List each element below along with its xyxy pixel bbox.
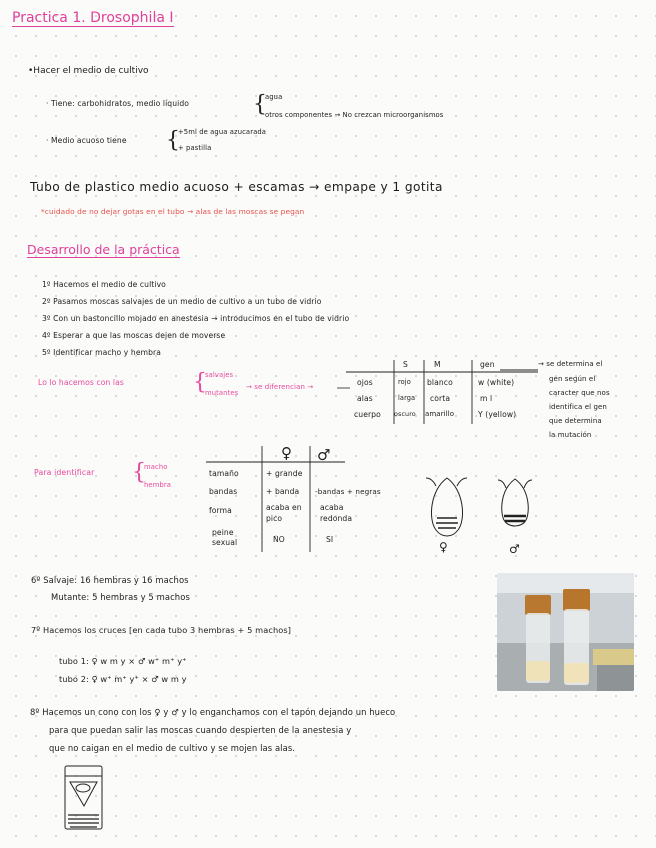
gen-note-5: que determina bbox=[549, 417, 602, 425]
lo-hacemos-opt-1: salvajes bbox=[205, 371, 234, 379]
step-7-tubo-1: tubo 1: ♀ w m y × ♂ w⁺ m⁺ y⁺ bbox=[59, 656, 187, 666]
acuoso-opt-2: + pastilla bbox=[178, 144, 212, 152]
identificar-opt-1: macho bbox=[144, 463, 168, 471]
trait-cell: m l bbox=[480, 394, 493, 403]
step-1: 1º Hacemos el medio de cultivo bbox=[42, 280, 166, 289]
tiene-label: · Tiene: carbohidratos, medio líquido bbox=[46, 99, 190, 108]
step-5: 5º Identificar macho y hembra bbox=[42, 348, 161, 357]
trait-row-alas: alas bbox=[357, 394, 373, 403]
trait-row-cuerpo: cuerpo bbox=[354, 410, 381, 419]
identificar-label: Para identificar bbox=[34, 468, 95, 477]
lo-hacemos-result: → se diferencian → bbox=[246, 383, 314, 391]
trait-cell: corta bbox=[430, 394, 451, 403]
gen-note-4: identifica el gen bbox=[549, 403, 607, 411]
section-title: Desarrollo de la práctica bbox=[27, 242, 180, 257]
tiene-opt-2: otros componentes → No crezcan microorganismos bbox=[265, 111, 444, 119]
acuoso-brace: { bbox=[166, 128, 180, 153]
acuoso-opt-1: +5ml de agua azucarada bbox=[178, 128, 267, 136]
step-7-tubo-2: tubo 2: ♀ w⁺ m⁺ y⁺ × ♂ w m y bbox=[59, 674, 187, 684]
tiene-opt-1: agua bbox=[265, 93, 283, 101]
fly-male-drawing bbox=[498, 479, 532, 526]
step-6: 6º Salvaje: 16 hembras y 16 machos bbox=[31, 575, 189, 585]
step-8-line-1: 8º Hacemos un cono con los ♀ y ♂ y lo enganchamos con el tapón dejando un hueco bbox=[30, 707, 396, 717]
trait-cell: oscuro bbox=[394, 410, 416, 418]
trait-cell: Y (yellow) bbox=[478, 410, 517, 419]
sex-cell-male-forma: acaba redonda bbox=[320, 503, 353, 523]
step-6-line-2: Mutante: 5 hembras y 5 machos bbox=[51, 592, 190, 602]
sex-row-bandas: bandas bbox=[209, 487, 238, 496]
tiene-brace: { bbox=[253, 92, 267, 117]
gen-note-1: → se determina el bbox=[538, 360, 603, 368]
sex-cell: SI bbox=[326, 535, 334, 544]
sex-row-tamano: tamaño bbox=[209, 469, 239, 478]
gen-note-6: la mutación bbox=[549, 431, 592, 439]
fly-female-symbol: ♀ bbox=[439, 540, 448, 554]
sex-cell-female-forma: acaba en pico bbox=[266, 503, 302, 523]
trait-cell: amarillo bbox=[425, 410, 455, 418]
sex-row-peine: peine sexual bbox=[212, 528, 238, 547]
trait-cell: larga bbox=[398, 394, 416, 402]
sex-table-grid bbox=[206, 446, 345, 552]
step-7: 7º Hacemos los cruces [en cada tubo 3 hembras + 5 machos] bbox=[31, 625, 292, 635]
trait-row-ojos: ojos bbox=[357, 378, 373, 387]
step-4: 4º Esperar a que las moscas dejen de moverse bbox=[42, 331, 226, 340]
tube-line: Tubo de plastico medio acuoso + escamas → empape y 1 gotita bbox=[30, 180, 443, 194]
trait-header-gen: gen bbox=[480, 360, 495, 369]
trait-cell: rojo bbox=[398, 378, 411, 386]
gen-note-3: caracter que nos bbox=[549, 389, 610, 397]
trait-header-s: S bbox=[403, 360, 408, 369]
trait-table-grid bbox=[346, 360, 538, 424]
lo-hacemos-label: Lo lo hacemos con las bbox=[38, 378, 124, 387]
cone-vial-sketch bbox=[65, 766, 102, 829]
sex-row-forma: forma bbox=[209, 506, 232, 515]
sex-header-female: ♀ bbox=[281, 444, 292, 462]
intro-bullet: •Hacer el medio de cultivo bbox=[28, 66, 149, 76]
gen-note-2: gen según el bbox=[549, 375, 596, 383]
step-8-line-3: que no caigan en el medio de cultivo y se mojen las alas. bbox=[49, 743, 296, 753]
identificar-opt-2: hembra bbox=[144, 481, 171, 489]
step-8-line-2: para que puedan salir las moscas cuando despierten de la anestesia y bbox=[49, 725, 352, 735]
acuoso-label: · Medio acuoso tiene bbox=[46, 136, 127, 145]
step-2: 2º Pasamos moscas salvajes de un medio de cultivo a un tubo de vidrio bbox=[42, 297, 322, 306]
identificar-brace: { bbox=[132, 460, 146, 485]
sex-cell: NO bbox=[273, 535, 285, 544]
sex-header-male: ♂ bbox=[317, 446, 331, 464]
warning-note: *cuidado de no dejar gotas en el tubo → alas de las moscas se pegan bbox=[41, 207, 305, 216]
sex-cell: -bandas + negras bbox=[315, 487, 381, 496]
step-3: 3º Con un bastoncillo mojado en anestesia → introducimos en el tubo de vidrio bbox=[42, 314, 350, 323]
page-title: Practica 1. Drosophila I bbox=[12, 10, 174, 26]
fly-male-symbol: ♂ bbox=[509, 542, 520, 556]
trait-header-m: M bbox=[434, 360, 441, 369]
sex-cell: + grande bbox=[266, 469, 303, 478]
trait-cell: w (white) bbox=[478, 378, 515, 387]
lo-hacemos-brace: { bbox=[193, 370, 207, 395]
lo-hacemos-opt-2: mutantes bbox=[205, 389, 239, 397]
sex-cell: + banda bbox=[266, 487, 300, 496]
fly-female-drawing bbox=[426, 478, 467, 536]
trait-cell: blanco bbox=[427, 378, 453, 387]
